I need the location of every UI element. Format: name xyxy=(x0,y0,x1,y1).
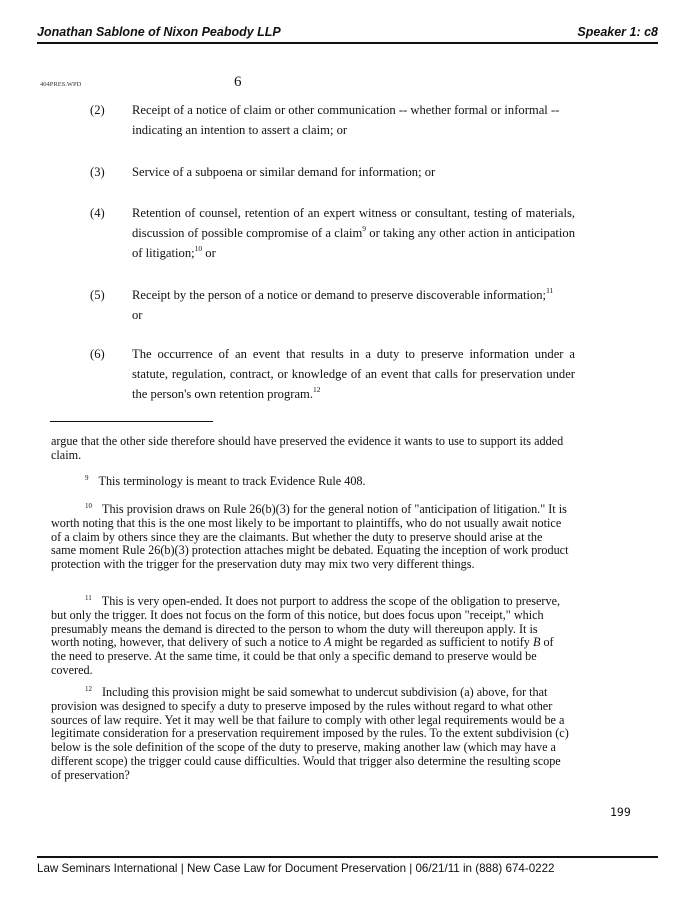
footnote-mark: 11 xyxy=(85,594,92,602)
footnote-ref-12[interactable]: 12 xyxy=(313,385,321,394)
list-item-text: Receipt of a notice of claim or other communication -- whether formal or informal -- indicating an intention to assert a claim; or xyxy=(132,103,560,137)
footnote-continuation: argue that the other side therefore should have preserved the evidence it wants to use to support its added claim. xyxy=(51,434,564,462)
footnote-11 xyxy=(51,595,569,678)
list-item-5 xyxy=(90,285,575,325)
footnote-9 xyxy=(51,475,569,489)
footnote-mark: 10 xyxy=(85,502,92,510)
footnote-ref-11[interactable]: 11 xyxy=(546,286,554,295)
text-segment: or xyxy=(132,308,143,322)
list-item-text xyxy=(132,285,575,325)
text-segment: or taking any other action in anticipation of litigation; xyxy=(132,226,576,260)
footnote-text: might be regarded as sufficient to notify xyxy=(331,635,533,650)
text-segment: Retention of counsel, retention of an expert witness or consultant, testing of materials, discussion of possible compromise of a claim xyxy=(132,206,575,240)
list-item-4 xyxy=(90,203,575,263)
footnote-mark: 12 xyxy=(85,685,92,693)
footnote-10 xyxy=(51,503,569,572)
text-segment: Receipt by the person of a notice or demand to preserve discoverable information; xyxy=(132,288,547,302)
footnote-12 xyxy=(51,686,569,783)
document-page-number: 6 xyxy=(234,74,242,90)
footer-text: Law Seminars International | New Case Law for Document Preservation | 06/21/11 in (888) 674-0222 xyxy=(37,862,555,875)
list-item-2 xyxy=(90,100,575,140)
list-item-text: Service of a subpoena or similar demand for information; or xyxy=(132,165,436,179)
header-speaker-name: Jonathan Sablone of Nixon Peabody LLP xyxy=(37,25,281,39)
list-item-number: (4) xyxy=(90,206,105,220)
list-item-text xyxy=(132,344,575,404)
list-item-number: (2) xyxy=(90,103,105,117)
footnote-text: This is very open-ended. It does not purport to address the scope of the obligation to preserve, but only the trigger. It does not focus on the form of this notice, but does focus upon "receipt," which presumably means the demand is directed to the person to whom the duty will thereupon apply. It is worth noting, however, that delivery of such a notice to xyxy=(51,594,561,650)
text-segment: The occurrence of an event that results in a duty to preserve information under a statute, regulation, contract, or knowledge of an event that calls for preservation under the person's own retention program. xyxy=(132,347,575,401)
footnote-text: This provision draws on Rule 26(b)(3) for the general notion of "anticipation of litigation." It is worth noting that this is the one most likely to be important to plaintiffs, who do not usually await notice of a claim by others since they are the claimants. But whether the duty to preserve should arise at the same moment Rule 26(b)(3) protection attaches might be debated. Equating the inception of work product protection with the trigger for the preservation duty may mix two very different things. xyxy=(51,502,569,572)
running-header xyxy=(37,24,658,44)
footnote-ref-10[interactable]: 10 xyxy=(194,244,203,253)
footnote-text: of the need to preserve. At the same time, it could be that only a specific demand to preserve would be covered. xyxy=(51,635,554,677)
variable-a: A xyxy=(323,635,332,650)
variable-b: B xyxy=(532,635,541,650)
list-item-number: (3) xyxy=(90,165,105,179)
footnote-mark: 9 xyxy=(85,474,89,482)
list-item-text xyxy=(132,203,575,263)
footnote-text: Including this provision might be said somewhat to undercut subdivision (a) above, for that provision was designed to specify a duty to preserve imposed by the rules without regard to what other sources of law require. Yet it may well be that failure to comply with other legal requirements would be a legitimate consideration for a preservation requirement imposed by the rules. To the extent subdivision (c) below is the sole definition of the scope of the duty to preserve, making another law (which may have a different scope) the trigger could cause difficulties. Would that trigger also determine the resulting scope of preservation? xyxy=(51,685,569,782)
list-item-3 xyxy=(90,162,575,182)
footnote-ref-9[interactable]: 9 xyxy=(362,224,366,233)
document-filename: 404PRES.WPD xyxy=(40,81,82,88)
footnote-separator xyxy=(50,421,213,422)
list-item-6 xyxy=(90,344,575,404)
running-footer xyxy=(37,856,658,875)
binder-page-number: 199 xyxy=(610,805,631,819)
list-item-number: (5) xyxy=(90,288,105,302)
list-item-number: (6) xyxy=(90,347,105,361)
header-speaker-label: Speaker 1: c8 xyxy=(577,25,658,39)
footnote-text: This terminology is meant to track Evidence Rule 408. xyxy=(98,474,366,488)
text-segment: or xyxy=(202,246,216,260)
